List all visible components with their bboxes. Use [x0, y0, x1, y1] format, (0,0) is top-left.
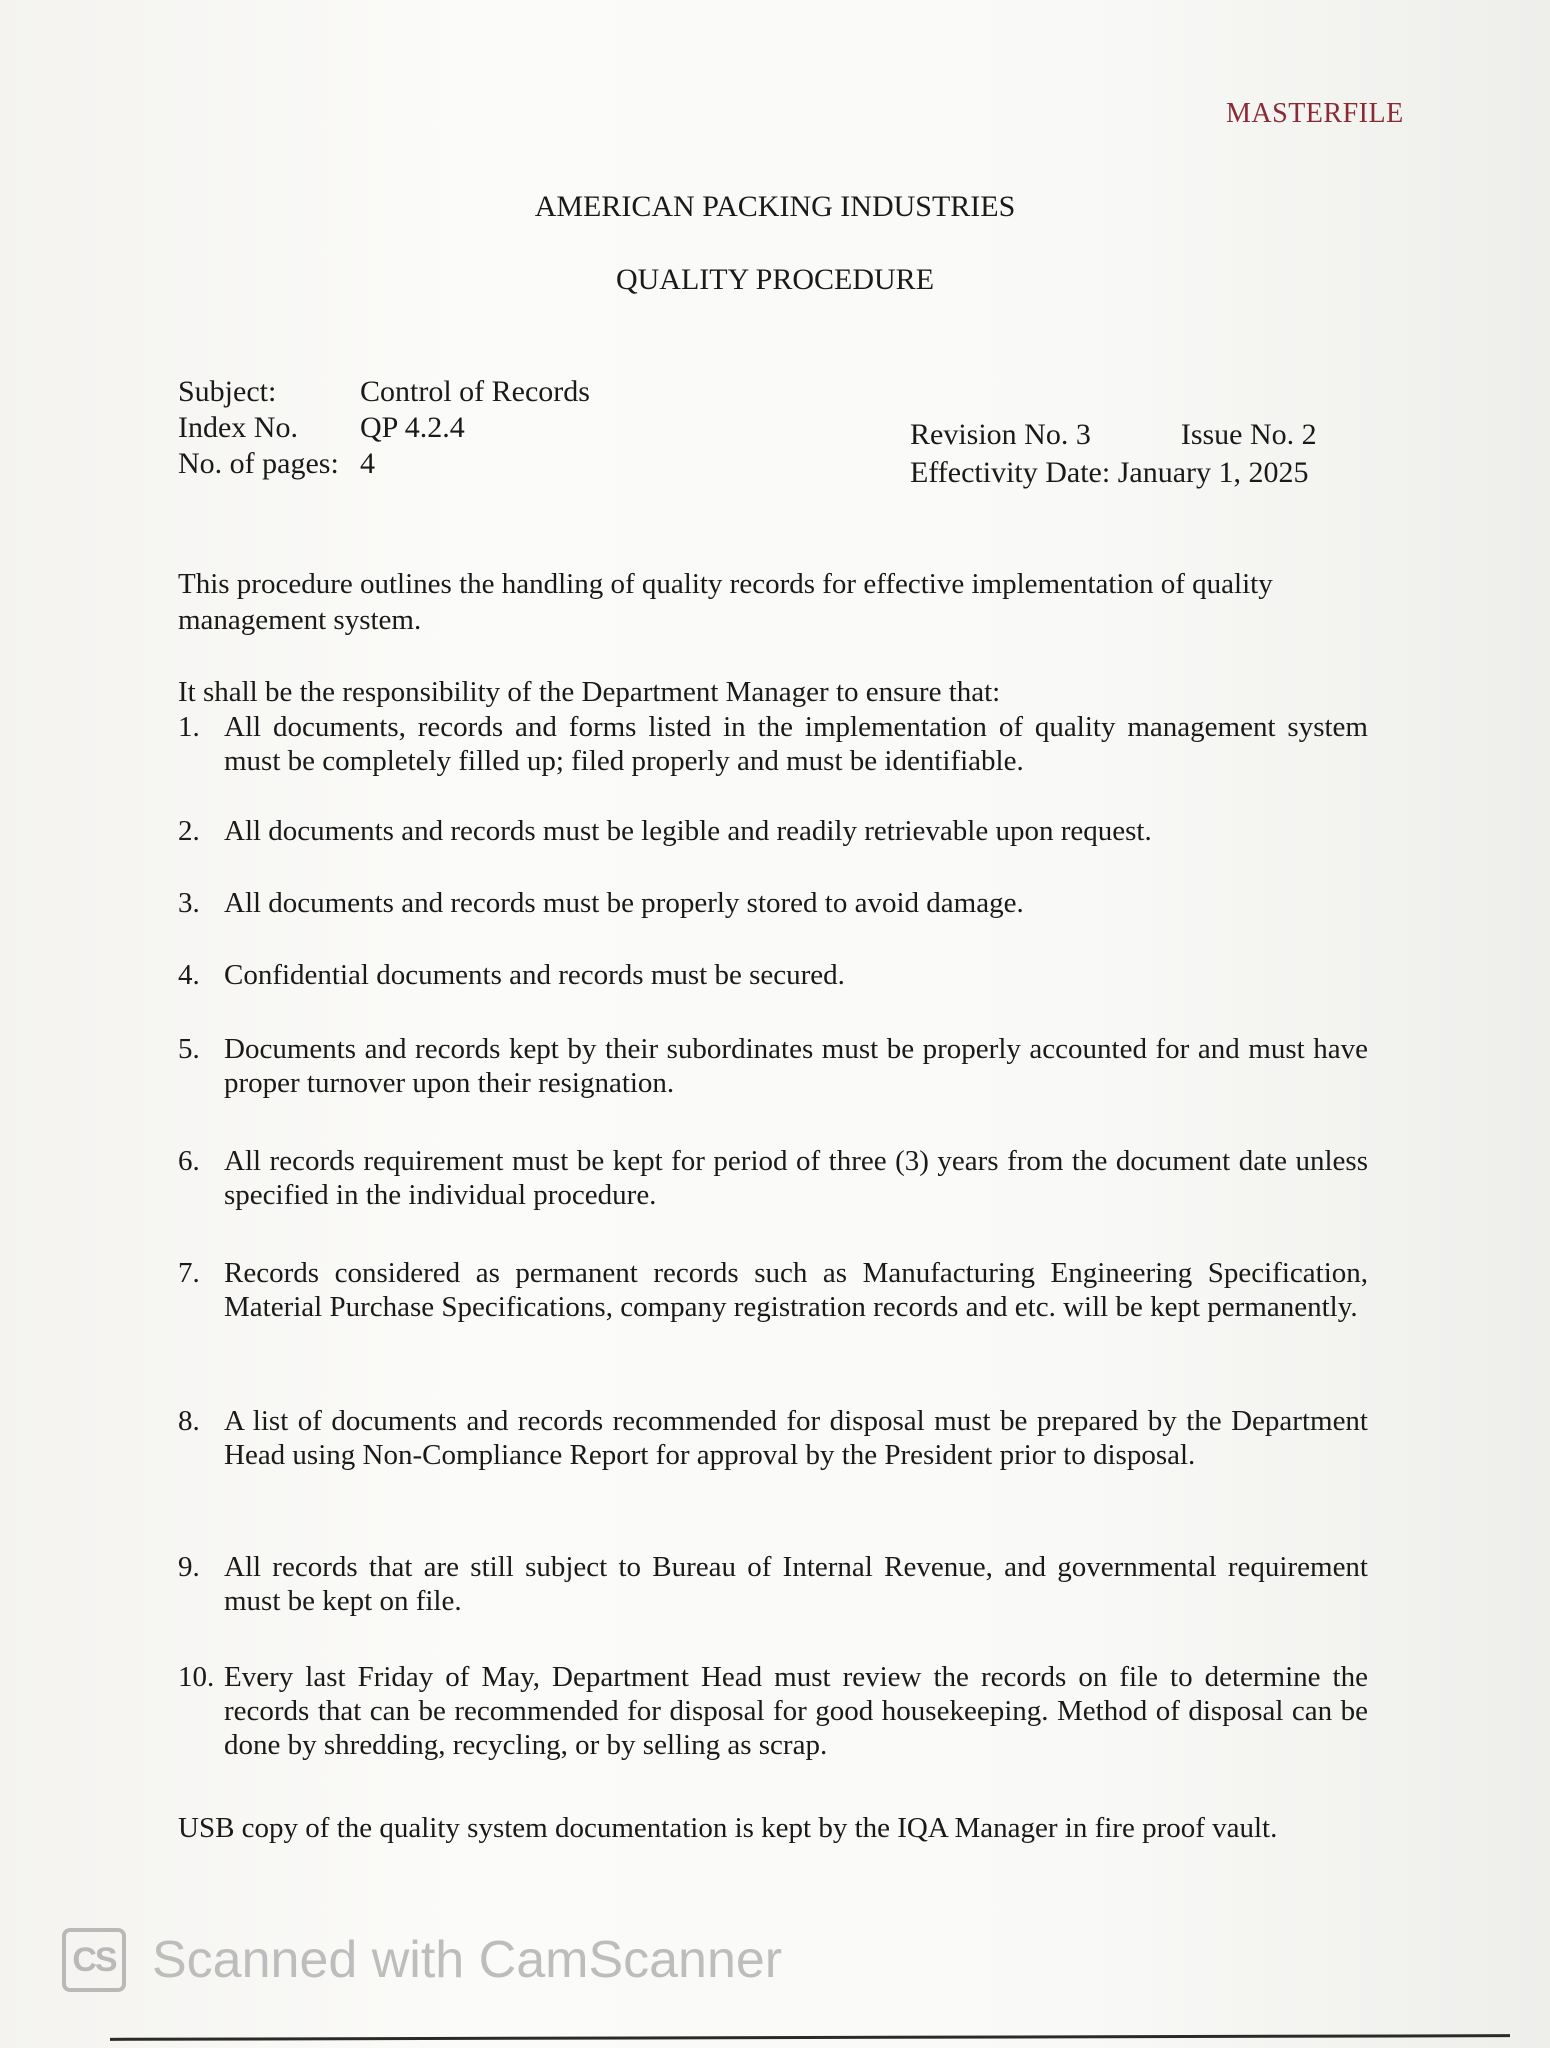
index-label: Index No.: [178, 411, 298, 444]
list-item-number: 3.: [178, 887, 200, 919]
camscanner-watermark: [62, 1928, 782, 1992]
subject-value: Control of Records: [360, 375, 590, 408]
camscanner-logo-icon: CS: [62, 1928, 126, 1992]
pages-row: [178, 446, 590, 482]
list-item: [178, 1660, 1368, 1762]
document-meta-right: [910, 416, 1317, 492]
list-item-number: 9.: [178, 1551, 200, 1583]
usb-note: USB copy of the quality system documentation is kept by the IQA Manager in fire proof vault.: [178, 1812, 1278, 1844]
scan-edge-line: [110, 2034, 1510, 2041]
list-item-number: 2.: [178, 815, 200, 847]
list-item-number: 6.: [178, 1145, 200, 1177]
revision-row: [910, 416, 1317, 454]
list-item: [178, 1144, 1368, 1212]
list-item-number: 4.: [178, 959, 200, 991]
document-meta-left: [178, 374, 590, 482]
subject-label: Subject:: [178, 375, 277, 408]
list-item: [178, 1550, 1368, 1618]
issue-number: Issue No. 2: [1180, 418, 1317, 451]
list-item-text: All documents, records and forms listed in the implementation of quality management system must be completely filled up; filed properly and must be identifiable.: [224, 711, 1368, 777]
list-item: [178, 1404, 1368, 1472]
pages-label: No. of pages:: [178, 447, 339, 480]
list-item: [178, 814, 1368, 848]
list-item-text: All documents and records must be properly stored to avoid damage.: [224, 887, 1024, 919]
list-item-text: All documents and records must be legible and readily retrievable upon request.: [224, 815, 1152, 847]
list-item-number: 10.: [178, 1661, 215, 1693]
list-item-number: 5.: [178, 1033, 200, 1065]
masterfile-stamp: MASTERFILE: [1226, 98, 1404, 129]
list-item-text: A list of documents and records recommended for disposal must be prepared by the Department Head using Non-Compliance Report for approval by the President prior to disposal.: [224, 1405, 1368, 1471]
list-item-text: All records that are still subject to Bureau of Internal Revenue, and governmental requirement must be kept on file.: [224, 1551, 1368, 1617]
pages-value: 4: [360, 447, 375, 480]
list-item-number: 7.: [178, 1257, 200, 1289]
effectivity-date: Effectivity Date: January 1, 2025: [910, 456, 1309, 489]
list-item-number: 8.: [178, 1405, 200, 1437]
list-item-text: All records requirement must be kept for period of three (3) years from the document date unless specified in the individual procedure.: [224, 1145, 1368, 1211]
list-item-text: Records considered as permanent records such as Manufacturing Engineering Specification, Material Purchase Specifications, company registration records and etc. will be kept permanently.: [224, 1257, 1368, 1323]
list-item-number: 1.: [178, 711, 200, 743]
list-item: [178, 886, 1368, 920]
list-item-text: Every last Friday of May, Department Head must review the records on file to determine the records that can be recommended for disposal for good housekeeping. Method of disposal can be done by shredding, recycling, or by selling as scrap.: [224, 1661, 1368, 1761]
intro-paragraph: This procedure outlines the handling of quality records for effective implementation of quality management system.: [178, 568, 1273, 636]
revision-number: Revision No. 3: [910, 418, 1091, 451]
document-type-title: QUALITY PROCEDURE: [615, 263, 935, 296]
company-name: [0, 190, 1550, 224]
watermark-text: Scanned with CamScanner: [152, 1931, 783, 1989]
list-item: [178, 1256, 1368, 1324]
subject-row: [178, 374, 590, 410]
list-item-text: Confidential documents and records must be secured.: [224, 959, 845, 991]
index-value: QP 4.2.4: [360, 411, 465, 444]
company-name-text: AMERICAN PACKING INDUSTRIES: [534, 190, 1016, 223]
list-item: [178, 958, 1368, 992]
responsibility-statement: It shall be the responsibility of the Department Manager to ensure that:: [178, 676, 1001, 708]
list-item: [178, 1032, 1368, 1100]
list-item: [178, 710, 1368, 778]
index-row: [178, 410, 590, 446]
list-item-text: Documents and records kept by their subordinates must be properly accounted for and must have proper turnover upon their resignation.: [224, 1033, 1368, 1099]
